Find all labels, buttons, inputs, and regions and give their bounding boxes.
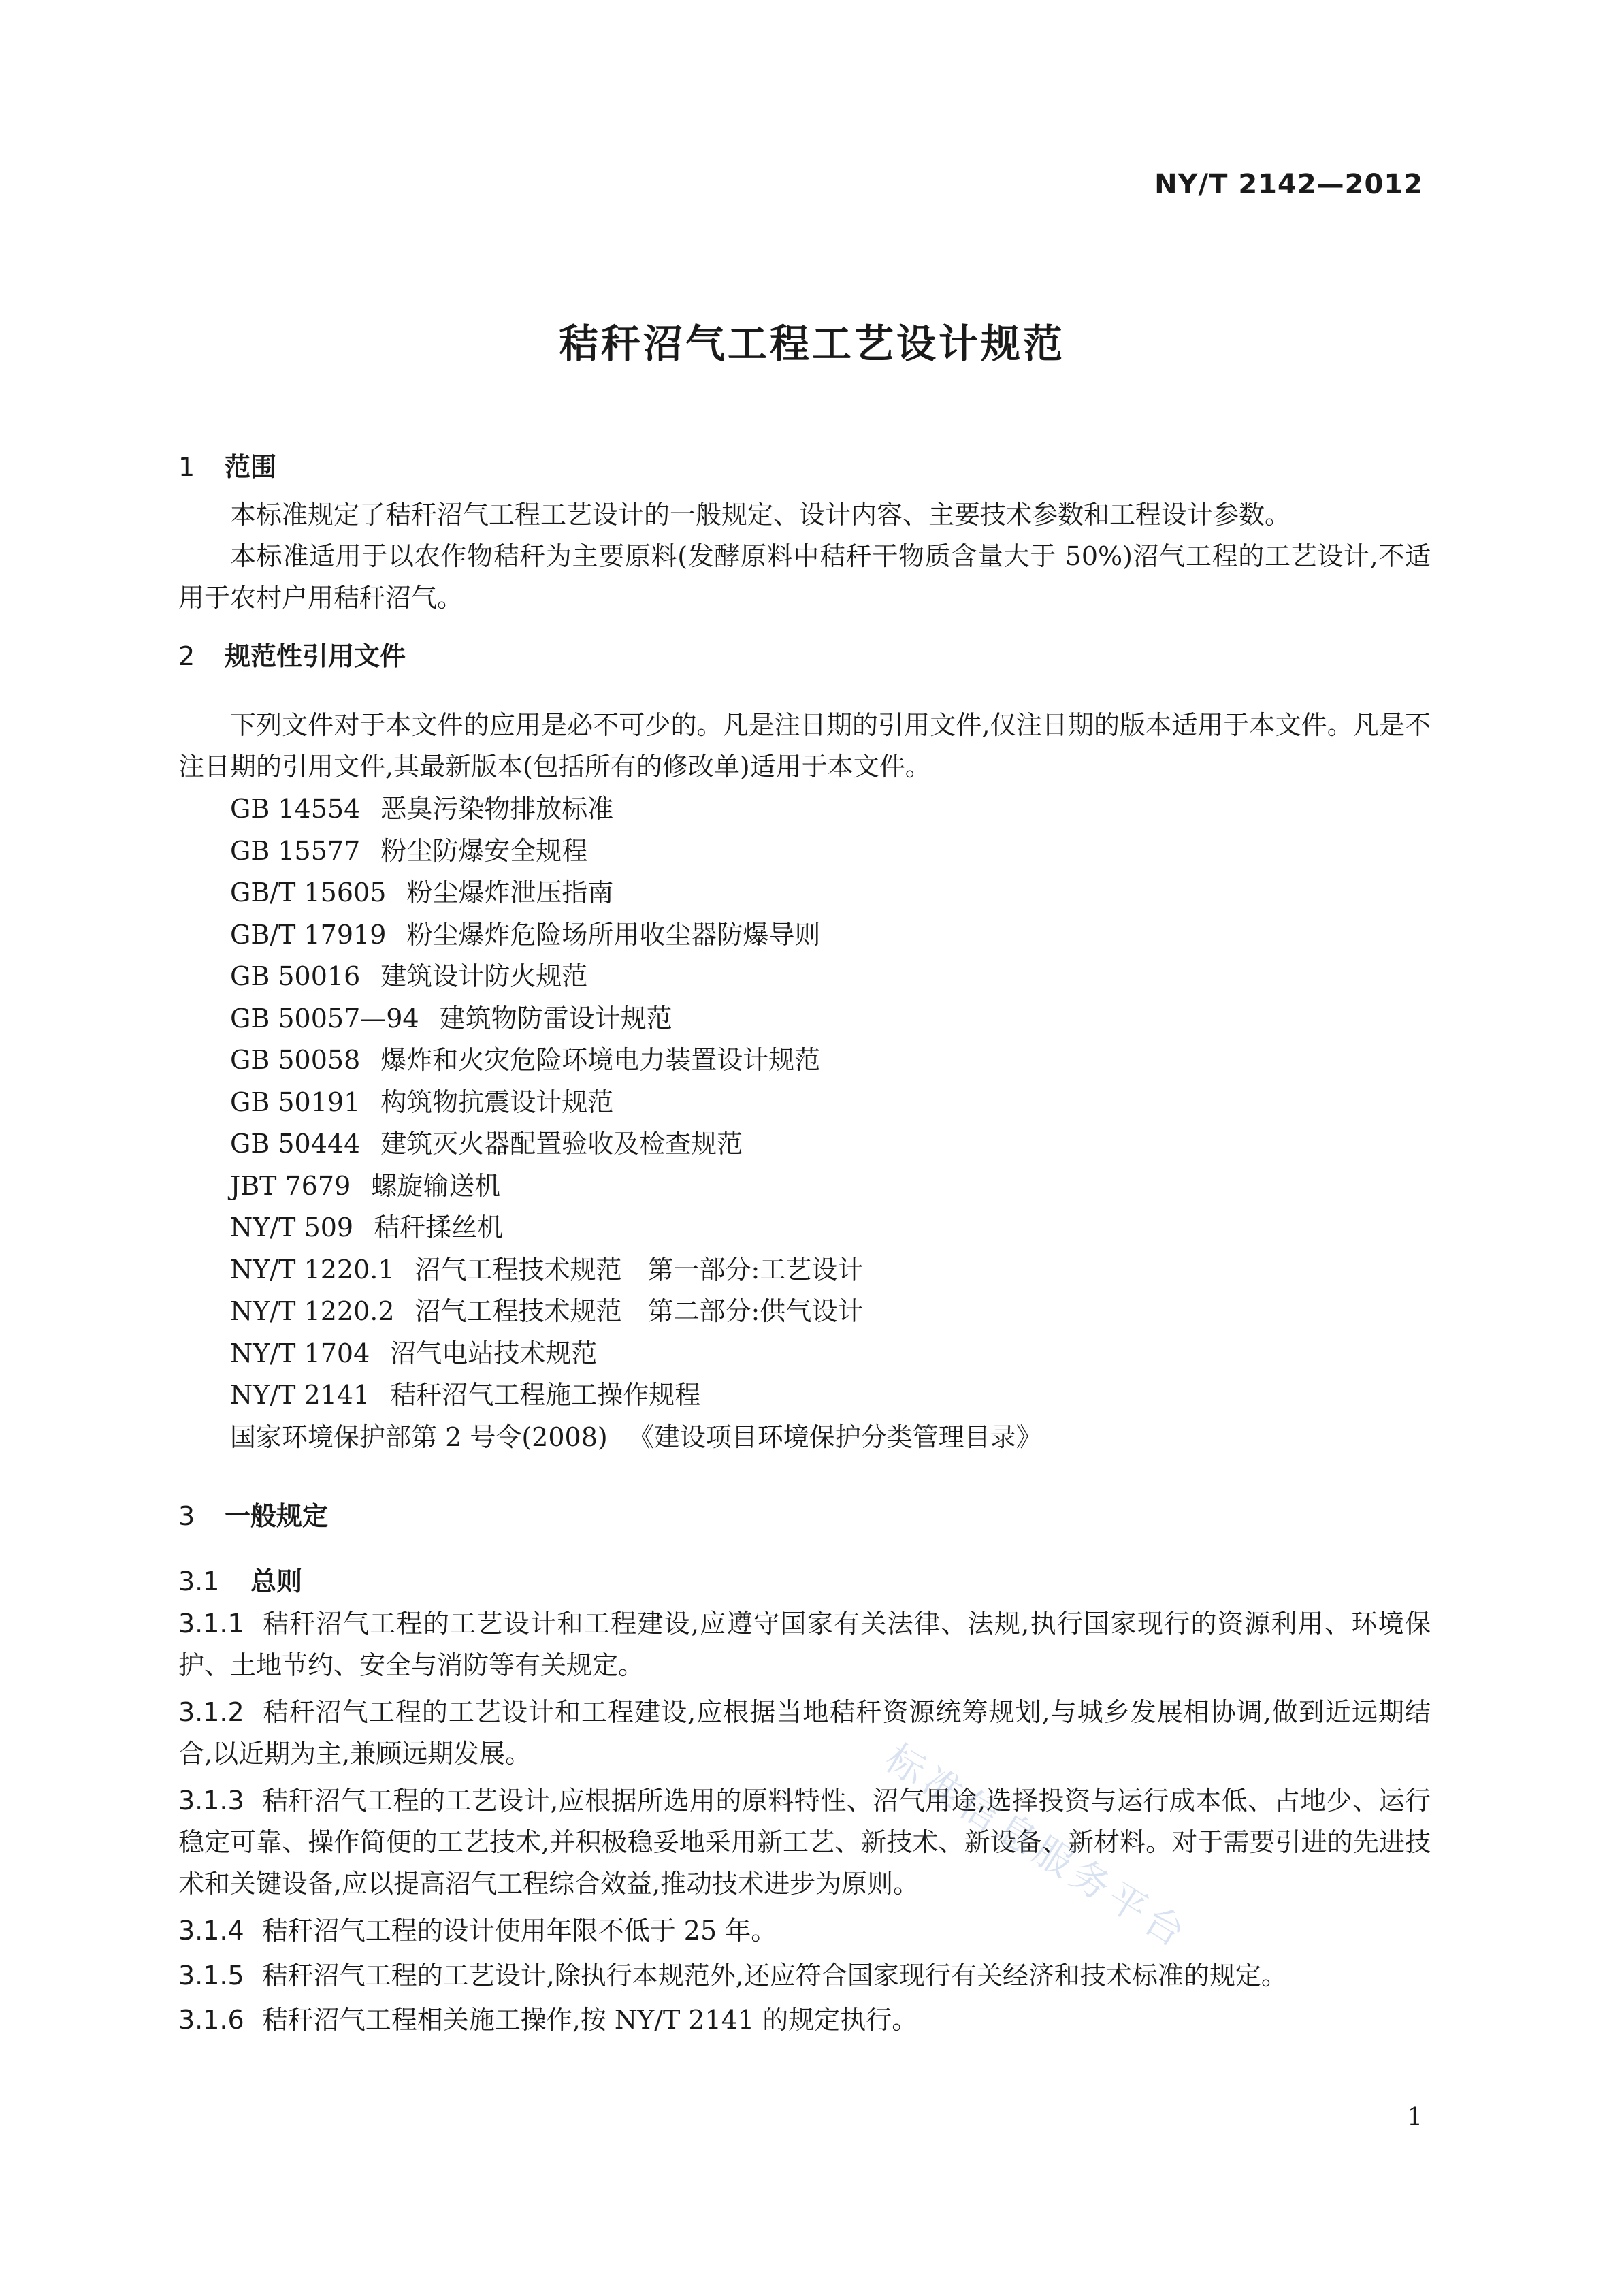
reference-title: 粉尘防爆安全规程 [380,835,588,866]
reference-item [230,1040,1042,1082]
reference-title: 秸秆沼气工程施工操作规程 [390,1380,701,1410]
section-1-heading [178,446,276,483]
reference-code: NY/T 1220.1 [230,1254,395,1285]
reference-item [230,788,1042,831]
section-number: 3 [178,1501,195,1531]
reference-item [230,1082,1042,1124]
reference-title: 建筑物防雷设计规范 [439,1003,672,1033]
clause-text: 秸秆沼气工程的设计使用年限不低于 25 年。 [261,1916,777,1946]
clause-3-1-3 [178,1780,1431,1905]
reference-code: GB/T 15605 [230,878,387,907]
reference-item [230,1374,1042,1417]
reference-item [230,1417,1042,1459]
clause-number: 3.1.4 [178,1916,244,1946]
reference-item [230,998,1042,1040]
reference-item [230,956,1042,998]
clause-3-1-5 [178,1955,1431,1997]
subsection-3-1-heading [178,1560,302,1598]
reference-item [230,1123,1042,1165]
reference-title: 恶臭污染物排放标准 [380,794,614,824]
clause-3-1-4 [178,1910,1431,1952]
reference-list [230,788,1042,1458]
section-title: 规范性引用文件 [225,641,406,671]
reference-title: 粉尘爆炸危险场所用收尘器防爆导则 [406,919,821,950]
reference-item [230,872,1042,914]
reference-title: 建筑设计防火规范 [380,961,588,991]
reference-title: 《建设项目环境保护分类管理目录》 [628,1421,1042,1452]
section-3-heading [178,1495,328,1532]
clause-number: 3.1.5 [178,1961,244,1991]
clause-number: 3.1.6 [178,2005,244,2035]
reference-code: GB 50191 [230,1087,361,1117]
reference-code: GB 50016 [230,961,361,991]
subsection-number: 3.1 [178,1566,220,1596]
clause-number: 3.1.3 [178,1786,244,1816]
reference-item [230,1249,1042,1291]
clause-text: 秸秆沼气工程相关施工操作,按 NY/T 2141 的规定执行。 [261,2005,918,2035]
reference-title: 沼气工程技术规范 第一部分:工艺设计 [415,1254,864,1285]
reference-title: 粉尘爆炸泄压指南 [406,878,614,907]
reference-item [230,1291,1042,1333]
clause-number: 3.1.1 [178,1609,244,1639]
references-intro: 下列文件对于本文件的应用是必不可少的。凡是注日期的引用文件,仅注日期的版本适用于本文件。凡是不注日期的引用文件,其最新版本(包括所有的修改单)适用于本文件。 [178,710,1431,782]
reference-code: JBT 7679 [230,1170,351,1201]
reference-title: 建筑灭火器配置验收及检查规范 [380,1129,743,1159]
document-title: 秸秆沼气工程工艺设计规范 [558,321,1065,367]
clause-3-1-1 [178,1603,1431,1686]
reference-code: GB/T 17919 [230,919,387,950]
section-title: 范围 [225,452,277,482]
reference-code: NY/T 1704 [230,1338,370,1368]
reference-title: 沼气工程技术规范 第二部分:供气设计 [415,1296,864,1326]
reference-item [230,914,1042,956]
reference-code: GB 50444 [230,1129,361,1159]
clause-number: 3.1.2 [178,1697,244,1727]
clause-text: 秸秆沼气工程的工艺设计,除执行本规范外,还应符合国家现行有关经济和技术标准的规定。 [261,1961,1287,1991]
reference-item [230,1165,1042,1208]
reference-code: 国家环境保护部第 2 号令(2008) [230,1421,608,1452]
reference-code: NY/T 509 [230,1212,354,1242]
reference-code: GB 50058 [230,1045,361,1075]
reference-title: 构筑物抗震设计规范 [380,1087,614,1117]
reference-title: 螺旋输送机 [371,1170,501,1201]
reference-code: GB 50057—94 [230,1003,419,1033]
section-number: 2 [178,641,195,671]
clause-3-1-2 [178,1692,1431,1775]
reference-title: 秸秆揉丝机 [374,1212,504,1242]
reference-code: NY/T 2141 [230,1380,370,1410]
clause-text: 秸秆沼气工程的工艺设计,应根据所选用的原料特性、沼气用途,选择投资与运行成本低、占地少、运行稳定可靠、操作简便的工艺技术,并积极稳妥地采用新工艺、新技术、新设备、新材料。对于需要引进的先进技术和关键设备,应以提高沼气工程综合效益,推动技术进步为原则。 [178,1786,1431,1899]
clause-text: 秸秆沼气工程的工艺设计和工程建设,应根据当地秸秆资源统筹规划,与城乡发展相协调,做到近远期结合,以近期为主,兼顾远期发展。 [178,1697,1431,1769]
reference-code: GB 14554 [230,794,361,824]
standard-code: NY/T 2142—2012 [1154,169,1423,200]
reference-item [230,831,1042,873]
scope-paragraph-2: 本标准适用于以农作物秸秆为主要原料(发酵原料中秸秆干物质含量大于 50%)沼气工程的工艺设计,不适用于农村户用秸秆沼气。 [178,541,1431,613]
reference-title: 爆炸和火灾危险环境电力装置设计规范 [380,1045,821,1075]
section-2-heading [178,635,406,673]
page-number: 1 [1407,2104,1423,2131]
reference-item [230,1333,1042,1375]
subsection-title: 总则 [250,1566,303,1596]
reference-item [230,1207,1042,1249]
reference-title: 沼气电站技术规范 [390,1338,598,1368]
clause-text: 秸秆沼气工程的工艺设计和工程建设,应遵守国家有关法律、法规,执行国家现行的资源利用、环境保护、土地节约、安全与消防等有关规定。 [178,1609,1431,1680]
section-title: 一般规定 [225,1501,329,1531]
watermark-stamp: 标准信息服务平台 [877,1736,1197,1959]
scope-paragraph-1: 本标准规定了秸秆沼气工程工艺设计的一般规定、设计内容、主要技术参数和工程设计参数。 [230,500,1291,530]
reference-code: NY/T 1220.2 [230,1296,395,1326]
section-number: 1 [178,452,195,482]
reference-code: GB 15577 [230,835,361,866]
clause-3-1-6 [178,1999,1431,2041]
